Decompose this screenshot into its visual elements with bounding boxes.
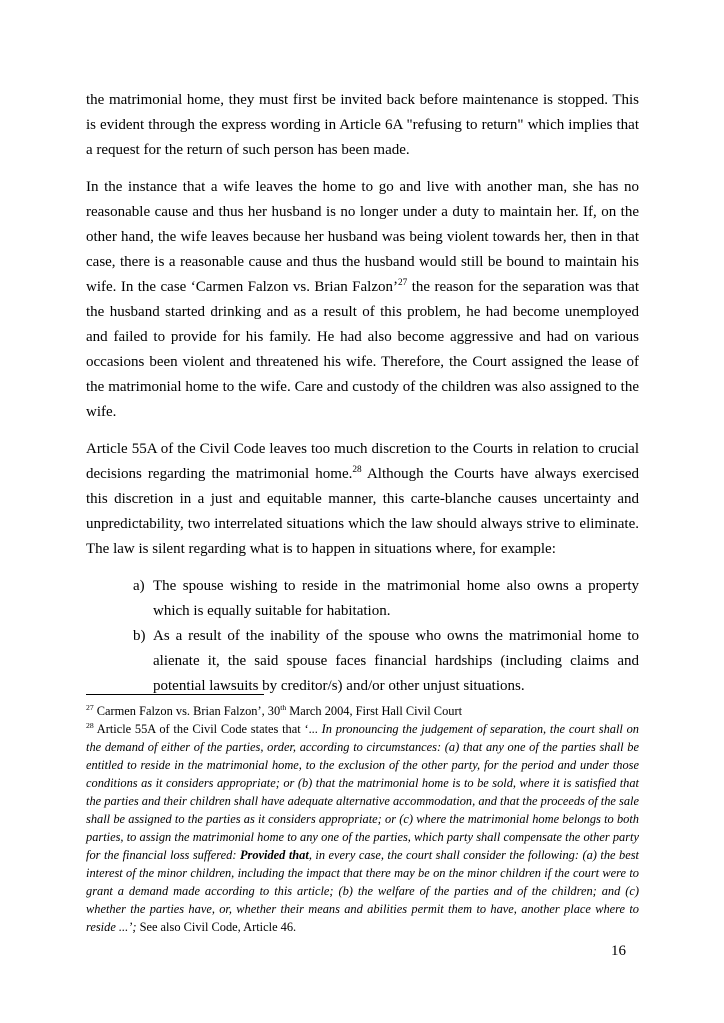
footnote-27-text: March 2004, First Hall Civil Court xyxy=(286,704,463,718)
paragraph-wife-leaves xyxy=(86,175,639,425)
footnote-ref-27: 27 xyxy=(397,278,408,288)
footnote-28-number: 28 xyxy=(86,720,94,730)
paragraph-article-55a xyxy=(86,437,639,562)
footnote-separator xyxy=(86,694,264,695)
example-list xyxy=(133,574,639,699)
footnote-28-quote: , in every case, the court shall consider the following: (a) the best interest of the minor children, including the impact that there may be on the minor children if the court were to grant a demand made according to this article; (b) the welfare of the parties and of the children; and (c) whether the parties have, or, whether their means and abilities permit them to have, another place where to reside ...’; xyxy=(86,848,639,934)
list-text-a: The spouse wishing to reside in the matrimonial home also owns a property which is equally suitable for habitation. xyxy=(153,578,639,619)
footnote-28-text: Article 55A of the Civil Code states that ‘... xyxy=(93,722,322,736)
list-item-a xyxy=(133,574,639,624)
footnote-28-text: See also Civil Code, Article 46. xyxy=(136,920,297,934)
ordinal-suffix: th xyxy=(280,702,287,712)
list-marker-b: b) xyxy=(133,628,146,644)
paragraph-text: Although the Courts have always exercised this discretion in a just and equitable manner, this carte-blanche causes uncertainty and unpredictability, two interrelated situations which the law should always strive to eliminate. The law is silent regarding what is to happen in situations where, for example: xyxy=(86,466,640,557)
list-item-b xyxy=(133,624,639,699)
footnote-27 xyxy=(86,702,639,720)
paragraph-text: the reason for the separation was that the husband started drinking and as a result of this problem, he had become unemployed and failed to provide for his family. He had also become aggressive and had on various occasions been violent and threatened his wife. Therefore, the Court assigned the lease of the matrimonial home to the wife. Care and custody of the children was also assigned to the wife. xyxy=(86,279,640,420)
footnote-28-proviso: Provided that xyxy=(239,848,309,862)
footnotes-section xyxy=(86,694,639,936)
list-marker-a: a) xyxy=(133,578,145,594)
footnote-27-number: 27 xyxy=(86,702,94,712)
paragraph-maintenance xyxy=(86,88,639,163)
page-content xyxy=(86,88,639,699)
page-number: 16 xyxy=(611,943,626,959)
list-text-b: As a result of the inability of the spouse who owns the matrimonial home to alienate it, the said spouse faces financial hardships (including claims and potential lawsuits by creditor/s) and/or other unjust situations. xyxy=(153,628,639,694)
paragraph-text: the matrimonial home, they must first be invited back before maintenance is stopped. This is evident through the express wording in Article 6A "refusing to return" which implies that a request for the return of such person has been made. xyxy=(86,92,639,158)
footnote-27-text: Carmen Falzon vs. Brian Falzon’, 30 xyxy=(93,704,281,718)
paragraph-text: In the instance that a wife leaves the home to go and live with another man, she has no reasonable cause and thus her husband is no longer under a duty to maintain her. If, on the other hand, the wife leaves because her husband was being violent towards her, then in that case, there is a reasonable cause and thus the husband would still be bound to maintain his wife. In the case ‘Carmen Falzon vs. Brian Falzon’ xyxy=(86,179,639,295)
footnote-28 xyxy=(86,720,639,936)
footnote-ref-28: 28 xyxy=(352,465,362,475)
footnote-28-quote: In pronouncing the judgement of separation, the court shall on the demand of either of the parties, order, according to circumstances: (a) that any one of the parties shall be entitled to reside in the matrimonial home, to the exclusion of the other party, for the period and under those conditions as it considers appropriate; or (b) that the matrimonial home is to be sold, where it is satisfied that the parties and their children shall have adequate alternative accommodation, and that the proceeds of the sale shall be assigned to the parties as it considers appropriate; or (c) where the matrimonial home belongs to both parties, to assign the matrimonial home to any one of the parties, which party shall compensate the other party for the financial loss suffered: xyxy=(86,722,639,862)
paragraph-text: Article 55A of the Civil Code leaves too much discretion to the Courts in relation to crucial decisions regarding the matrimonial home. xyxy=(86,441,639,482)
